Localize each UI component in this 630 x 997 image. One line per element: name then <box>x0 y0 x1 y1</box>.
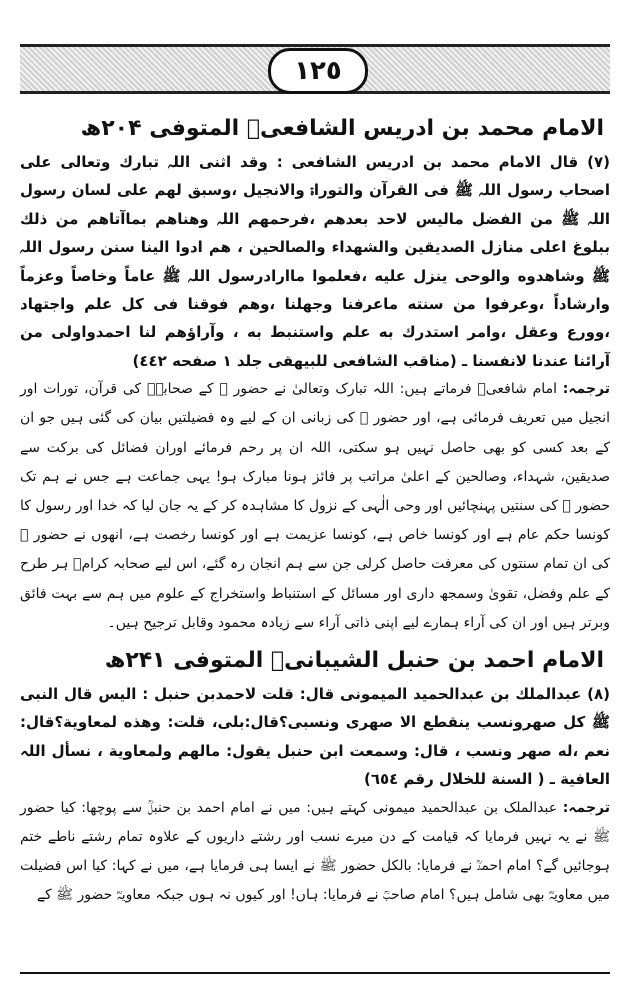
translation-label: ترجمہ: <box>562 799 610 816</box>
page-number: ١٢٥ <box>268 48 368 94</box>
translation-text: امام شافعیؒ فرماتے ہیں: اللہ تبارک وتعالیٰ نے حضور ﷺ کے صحابہؓ کی قرآن، تورات اور انجیل میں تعریف فرمائی ہے، اور حضور ﷺ کی زبانی ان کے لیے وہ فضیلتیں بیان کی گئی ہیں جو ان کے بعد کسی کو بھی حاصل نہیں ہو سکتی، اللہ ان پر رحم فرمائے اوران فضائل کی برکت سے صدیقین، شہداء، وصالحین کے اعلیٰ مراتب پر فائز ہونا مبارک ہو! یہی جماعت ہے جس نے ہم تک حضور ﷺ کی سنتیں پہنچائیں اور وحی الٰہی کے نزول کا مشاہدہ کر کے یہ جان لیا کہ خدا اور رسول کا کونسا حکم عام ہے اور کونسا خاص ہے، کونسا عزیمت ہے اور کونسا رخصت ہے، انھوں نے حضور ﷺ کی ان تمام سنتوں کی معرفت حاصل کرلی جن سے ہم انجان رہ گئے، اس لیے صحابہ کرامؓ ہر طرح کے علم وفضل، تقویٰ وسمجھ داری اور مسائل کے استنباط واستخراج کے علوم میں ہم سے بہت فائق وبرتر ہیں اور ان کی آراء ہمارے لیے اپنی ذاتی آراء سے زیادہ محمود وقابل ترجیح ہیں۔ <box>20 381 610 631</box>
section-heading: الامام محمد بن ادریس الشافعیؒ المتوفی ۲۰۴ھ <box>80 116 604 141</box>
page-content <box>20 108 610 917</box>
footer-rule <box>20 972 610 974</box>
section-imam-ahmad <box>20 644 610 910</box>
section-heading: الامام احمد بن حنبل الشیبانیؒ المتوفی ۲۴۱ھ <box>104 648 604 674</box>
arabic-quote: (٧) قال الامام محمد بن ادریس الشافعی : وقد اثنی اللہ تبارك وتعالى على اصحاب رسول اللہ ﷺ فی القرآن والتوراۃ والانجیل ،وسبق لهم على لسان رسول اللہ ﷺ من الفضل ماليس لاحد بعدهم ،فرحمهم اللہ وهناهم بماآتاهم من ذلك ببلوغ اعلى منازل الصديقين والشهداء والصالحين ، هم ادوا الينا سنن رسول اللہ ﷺ وشاهدوه والوحی ينزل عليه ،فعلموا ماارادرسول اللہ ﷺ عاماً وخاصاً وعزماً وارشاداً ،وعرفوا من سنته ماعرفنا وجهلنا ،وهم فوقنا فی كل علم واجتهاد ،وورع وعقل ،وامر استدرك به علم واستنبط به ، وآراؤهم لنا احمدواولى من آرائنا عندنا لانفسنا ـ (مناقب الشافعی للبيهقی جلد ١ صفحه ٤٤٢) <box>20 153 610 370</box>
urdu-translation <box>20 375 610 638</box>
translation-text: عبدالملک بن عبدالحمید میمونی کہتے ہیں: میں نے امام احمد بن حنبلؒ سے پوچھا: کیا حضور ﷺ نے یہ نہیں فرمایا کہ قیامت کے دن میرے نسب اور رشتے داریوں کے علاوہ تمام رشتے ناطے ختم ہوجائیں گے؟ امام احمدؒ نے فرمایا: بالکل حضور ﷺ نے ایسا ہی فرمایا ہے، میں نے کہا: کیا اس فضیلت میں معاویہؓ بھی شامل ہیں؟ امام صاحبؒ نے فرمایا: ہاں! اور کیوں نہ ہوں جبکہ معاویہؓ حضور ﷺ کے <box>20 799 610 904</box>
urdu-translation <box>20 794 610 911</box>
translation-label: ترجمہ: <box>562 381 610 398</box>
section-imam-shafii <box>20 112 610 638</box>
arabic-quote: (٨) عبدالملك بن عبدالحميد الميمونی قال: قلت لاحمدبن حنبل : اليس قال النبی ﷺ كل صهرونسب ينقطع الا صهری ونسبی؟قال:بلى، قلت: وهذه لمعاوية؟قال: نعم ،له صهر ونسب ، قال: وسمعت ابن حنبل يقول: مالهم ولمعاوية ، نسأل اللہ العافية ـ ( السنة للخلال رقم ٦٥٤) <box>20 685 610 789</box>
